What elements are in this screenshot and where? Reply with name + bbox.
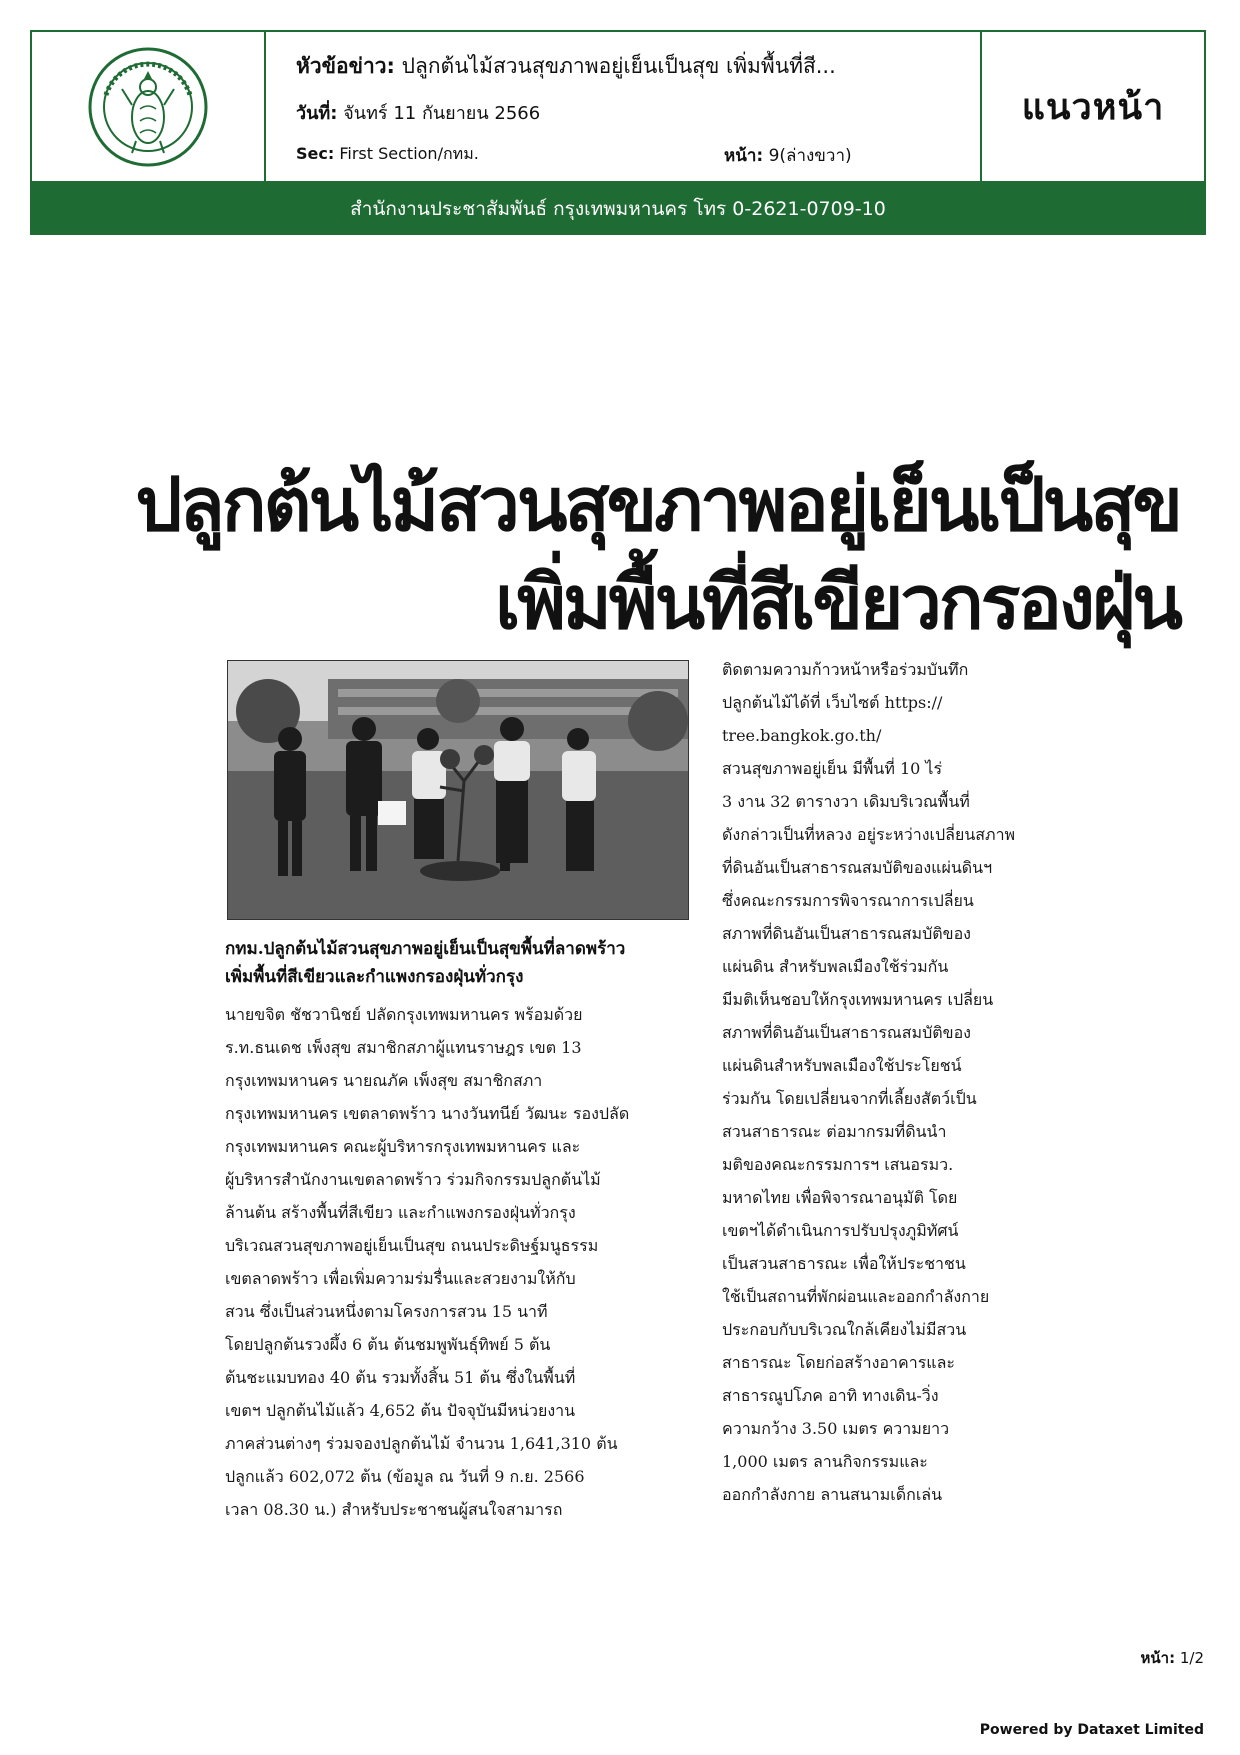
- text-line: ปลูกต้นไม้ได้ที่ เว็บไซต์ https://: [722, 693, 943, 712]
- sec-label: Sec:: [296, 144, 335, 163]
- text-line: 1,000 เมตร ลานกิจกรรมและ: [722, 1452, 928, 1471]
- text-line: กรุงเทพมหานคร คณะผู้บริหารกรุงเทพมหานคร และ: [225, 1137, 581, 1156]
- section-cell: [982, 32, 1204, 181]
- text-line: ผู้บริหารสำนักงานเขตลาดพร้าว ร่วมกิจกรรมปลูกต้นไม้: [225, 1170, 601, 1189]
- text-line: สวน ซึ่งเป็นส่วนหนึ่งตามโครงการสวน 15 นาที: [225, 1302, 548, 1321]
- text-line: กรุงเทพมหานคร เขตลาดพร้าว นางวันทนีย์ วัฒนะ รองปลัด: [225, 1104, 630, 1123]
- text-line: นายขจิต ชัชวานิชย์ ปลัดกรุงเทพมหานคร พร้อมด้วย: [225, 1005, 583, 1024]
- text-line: ความกว้าง 3.50 เมตร ความยาว: [722, 1419, 950, 1438]
- text-line: สวนสาธารณะ ต่อมากรมที่ดินนำ: [722, 1122, 947, 1141]
- text-line: tree.bangkok.go.th/: [722, 726, 882, 745]
- powered-by: Powered by Dataxet Limited: [979, 1722, 1204, 1738]
- title-label: หัวข้อข่าว:: [296, 54, 395, 78]
- headline-line-2: เพิ่มพื้นที่สีเขียวกรองฝุ่น: [494, 560, 1180, 646]
- text-line: ที่ดินอันเป็นสาธารณสมบัติของแผ่นดินฯ: [722, 858, 993, 877]
- footer-page-value: 1/2: [1179, 1649, 1204, 1667]
- text-line: เขตฯ ปลูกต้นไม้แล้ว 4,652 ต้น ปัจจุบันมีหน่วยงาน: [225, 1401, 576, 1420]
- text-line: ร.ท.ธนเดช เพ็งสุข สมาชิกสภาผู้แทนราษฎร เขต 13: [225, 1038, 582, 1057]
- page-label: หน้า:: [724, 146, 764, 166]
- text-line: ประกอบกับบริเวณใกล้เคียงไม่มีสวน: [722, 1320, 967, 1339]
- sec-value: First Section/กทม.: [339, 144, 479, 163]
- text-line: แผ่นดิน สำหรับพลเมืองใช้ร่วมกัน: [722, 957, 949, 976]
- text-line: ออกกำลังกาย ลานสนามเด็กเล่น: [722, 1485, 943, 1504]
- text-line: สวนสุขภาพอยู่เย็น มีพื้นที่ 10 ไร่: [722, 759, 943, 778]
- header-info: [266, 32, 982, 181]
- text-line: เขตลาดพร้าว เพื่อเพิ่มความร่มรื่นและสวยงามให้กับ: [225, 1269, 576, 1288]
- headline-line-1: ปลูกต้นไม้สวนสุขภาพอยู่เย็นเป็นสุข: [135, 462, 1180, 548]
- header-date-row: [296, 98, 540, 127]
- text-line: สภาพที่ดินอันเป็นสาธารณสมบัติของ: [722, 924, 971, 943]
- text-line: โดยปลูกต้นรวงผึ้ง 6 ต้น ต้นชมพูพันธุ์ทิพย์ 5 ต้น: [225, 1335, 551, 1354]
- text-line: สภาพที่ดินอันเป็นสาธารณสมบัติของ: [722, 1023, 971, 1042]
- text-line: มหาดไทย เพื่อพิจารณาอนุมัติ โดย: [722, 1188, 958, 1207]
- photo-caption: [225, 935, 695, 991]
- article-column-1: [225, 998, 693, 1526]
- text-line: ติดตามความก้าวหน้าหรือร่วมบันทึก: [722, 660, 969, 679]
- footer-page-number: [1141, 1646, 1205, 1670]
- photo-illustration: [228, 661, 689, 920]
- text-line: สาธารณูปโภค อาทิ ทางเดิน-วิ่ง: [722, 1386, 939, 1405]
- text-line: ภาคส่วนต่างๆ ร่วมจองปลูกต้นไม้ จำนวน 1,641,310 ต้น: [225, 1434, 618, 1453]
- bangkok-seal-icon: [86, 45, 210, 169]
- text-line: เขตฯได้ดำเนินการปรับปรุงภูมิทัศน์: [722, 1221, 959, 1240]
- text-line: ต้นชะแมบทอง 40 ต้น รวมทั้งสิ้น 51 ต้น ซึ่งในพื้นที่: [225, 1368, 576, 1387]
- text-line: กรุงเทพมหานคร นายณภัค เพ็งสุข สมาชิกสภา: [225, 1071, 543, 1090]
- text-line: ใช้เป็นสถานที่พักผ่อนและออกกำลังกาย: [722, 1287, 990, 1306]
- article-column-2: [722, 653, 1040, 1511]
- logo-cell: [32, 32, 266, 181]
- text-line: ร่วมกัน โดยเปลี่ยนจากที่เลี้ยงสัตว์เป็น: [722, 1089, 977, 1108]
- text-line: สาธารณะ โดยก่อสร้างอาคารและ: [722, 1353, 956, 1372]
- date-label: วันที่:: [296, 103, 338, 124]
- text-line: 3 งาน 32 ตารางวา เดิมบริเวณพื้นที่: [722, 792, 970, 811]
- contact-bar: สำนักงานประชาสัมพันธ์ กรุงเทพมหานคร โทร 0-2621-0709-10: [30, 183, 1206, 235]
- date-value: จันทร์ 11 กันยายน 2566: [343, 103, 541, 124]
- text-line: มีมติเห็นชอบให้กรุงเทพมหานคร เปลี่ยน: [722, 990, 994, 1009]
- tree-planting-photo: [227, 660, 689, 920]
- caption-line: เพิ่มพื้นที่สีเขียวและกำแพงกรองฝุ่นทั่วกรุง: [225, 967, 524, 987]
- text-line: เป็นสวนสาธารณะ เพื่อให้ประชาชน: [722, 1254, 966, 1273]
- text-line: ดังกล่าวเป็นที่หลวง อยู่ระหว่างเปลี่ยนสภาพ: [722, 825, 1016, 844]
- clipping-header: [30, 30, 1206, 183]
- title-value: ปลูกต้นไม้สวนสุขภาพอยู่เย็นเป็นสุข เพิ่มพื้นที่สี...: [401, 54, 836, 78]
- text-line: ซึ่งคณะกรรมการพิจารณาการเปลี่ยน: [722, 891, 974, 910]
- header-section-row: [296, 142, 479, 167]
- text-line: บริเวณสวนสุขภาพอยู่เย็นเป็นสุข ถนนประดิษฐ์มนูธรรม: [225, 1236, 599, 1255]
- text-line: ปลูกแล้ว 602,072 ต้น (ข้อมูล ณ วันที่ 9 ก.ย. 2566: [225, 1467, 585, 1486]
- text-line: แผ่นดินสำหรับพลเมืองใช้ประโยชน์: [722, 1056, 962, 1075]
- text-line: ล้านต้น สร้างพื้นที่สีเขียว และกำแพงกรองฝุ่นทั่วกรุง: [225, 1203, 576, 1222]
- newspaper-name: แนวหน้า: [1021, 87, 1165, 128]
- page-value: 9(ล่างขวา): [768, 146, 852, 166]
- text-line: เวลา 08.30 น.) สำหรับประชาชนผู้สนใจสามารถ: [225, 1500, 563, 1519]
- header-page-row: [724, 142, 852, 169]
- text-line: มติของคณะกรรมการฯ เสนอรมว.: [722, 1155, 954, 1174]
- footer-page-label: หน้า:: [1140, 1649, 1176, 1667]
- caption-line: กทม.ปลูกต้นไม้สวนสุขภาพอยู่เย็นเป็นสุขพื้นที่ลาดพร้าว: [225, 939, 626, 959]
- header-title-row: [296, 50, 836, 83]
